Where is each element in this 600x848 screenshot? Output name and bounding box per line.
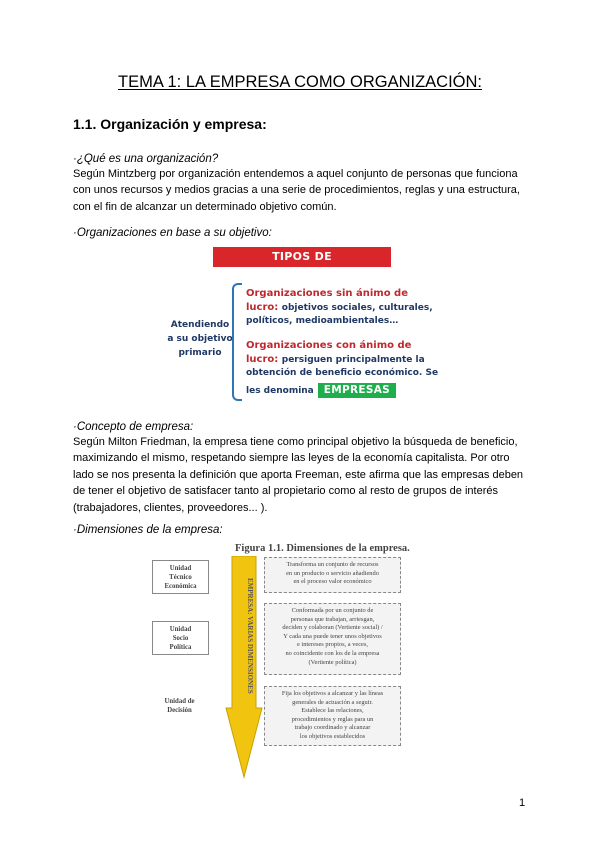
desc-line: los objetivos establecidos bbox=[299, 732, 366, 740]
unit-line: Política bbox=[169, 643, 192, 651]
con-animo-text: les denomina bbox=[246, 385, 314, 396]
con-animo-text: persiguen principalmente la bbox=[281, 354, 425, 365]
paragraph-concepto bbox=[73, 434, 538, 516]
unit-line: Unidad bbox=[169, 625, 192, 633]
subheading-concepto: ·Concepto de empresa: bbox=[73, 421, 194, 433]
desc-socio-politica bbox=[264, 603, 401, 675]
page-number: 1 bbox=[519, 797, 526, 809]
page-title: TEMA 1: LA EMPRESA COMO ORGANIZACIÓN: bbox=[118, 73, 482, 91]
desc-line: deciden y colaboran (Vertiente social) / bbox=[282, 624, 383, 632]
fig1-left-line: Atendiendo bbox=[170, 320, 230, 330]
sin-animo-text: políticos, medioambientales… bbox=[246, 316, 399, 326]
con-animo-text: obtención de beneficio económico. Se bbox=[246, 368, 439, 378]
desc-line: trabajo coordinado y alcanzar bbox=[294, 724, 371, 732]
unidad-tecnico-economica bbox=[152, 560, 209, 594]
subheading-organizacion: ·¿Qué es una organización? bbox=[73, 153, 219, 165]
desc-line: generales de actuación a seguir. bbox=[292, 698, 373, 706]
arrow-shape bbox=[226, 556, 262, 777]
desc-line: procedimientos y reglas para un bbox=[291, 715, 374, 723]
brace-bracket bbox=[232, 283, 242, 401]
con-animo-heading: Organizaciones con ánimo de bbox=[246, 340, 412, 351]
desc-line: Conformada por un conjunto de bbox=[291, 607, 374, 614]
desc-line: Establece las relaciones, bbox=[301, 707, 364, 715]
desc-line: Transforma un conjunto de recursos bbox=[286, 561, 379, 568]
text-line: lado se nos presenta la definición que aporta Freeman, este afirma que las empresas deben bbox=[73, 468, 524, 481]
unit-line: Unidad bbox=[169, 564, 192, 572]
unidad-decision bbox=[152, 694, 207, 718]
unidad-socio-politica bbox=[152, 621, 209, 655]
desc-line: no coincidente con los de la empresa bbox=[285, 649, 380, 657]
subheading-objetivo: ·Organizaciones en base a su objetivo: bbox=[73, 227, 272, 239]
figure-caption: Figura 1.1. Dimensiones de la empresa. bbox=[235, 543, 410, 554]
unit-line: Técnico bbox=[169, 573, 192, 581]
tipos-organizaciones-banner: TIPOS DE ORGANIZACIONES bbox=[213, 247, 391, 267]
empresas-badge: EMPRESAS bbox=[318, 383, 396, 399]
dimensions-arrow bbox=[225, 556, 263, 780]
sin-animo-text: objetivos sociales, culturales, bbox=[281, 302, 433, 313]
fig1-left-label bbox=[160, 318, 240, 360]
text-line: Según Mintzberg por organización entendemos a aquel conjunto de personas que funciona bbox=[73, 168, 518, 180]
desc-line: en un producto o servicio añadiendo bbox=[286, 569, 379, 577]
section-heading: 1.1. Organización y empresa: bbox=[73, 116, 267, 132]
desc-line: e intereses propios, a veces, bbox=[297, 641, 368, 649]
desc-decision bbox=[264, 686, 401, 746]
desc-line: en el proceso valor económico bbox=[293, 578, 372, 586]
desc-line: personas que trabajan, arriesgan, bbox=[290, 615, 375, 623]
text-line: Según Milton Friedman, la empresa tiene como principal objetivo la búsqueda de beneficio, bbox=[73, 436, 518, 448]
fig1-left-line: a su objetivo bbox=[167, 334, 233, 344]
text-line: con el fin de alcanzar un determinado objetivo común. bbox=[73, 200, 337, 213]
paragraph-organizacion bbox=[73, 166, 538, 215]
con-animo-heading-2: lucro: bbox=[246, 353, 282, 365]
text-line: (trabajadores, clientes, proveedores... ). bbox=[73, 501, 268, 514]
unit-line: Socio bbox=[172, 634, 189, 642]
desc-line: (Vertiente política) bbox=[308, 658, 357, 666]
sin-animo-block bbox=[246, 287, 446, 329]
unit-line: Económica bbox=[164, 582, 197, 590]
arrow-label: EMPRESA: VARIAS DIMENSIONES bbox=[246, 578, 254, 694]
fig1-left-line: primario bbox=[178, 348, 222, 358]
subheading-dimensiones: ·Dimensiones de la empresa: bbox=[73, 524, 223, 536]
desc-line: Fija los objetivos a alcanzar y las líneas bbox=[281, 690, 384, 697]
unit-line: Unidad de bbox=[164, 698, 195, 705]
con-animo-block bbox=[246, 339, 446, 398]
sin-animo-heading: Organizaciones sin ánimo de bbox=[246, 288, 409, 299]
text-line: con unos recursos y medios gracias a una serie de procedimientos, reglas y una estructura, bbox=[73, 184, 520, 197]
unit-line: Decisión bbox=[167, 707, 192, 714]
desc-tecnico-economica bbox=[264, 557, 401, 593]
sin-animo-heading-2: lucro: bbox=[246, 301, 282, 313]
desc-line: Y cada una puede tener unos objetivos bbox=[283, 632, 382, 640]
text-line: maximizando el mismo, respetando siempre las leyes de la economía capitalista. Por otro bbox=[73, 452, 510, 465]
text-line: de tener el objetivo de satisfacer tanto al propietario como al resto de grupos de interés bbox=[73, 485, 498, 498]
